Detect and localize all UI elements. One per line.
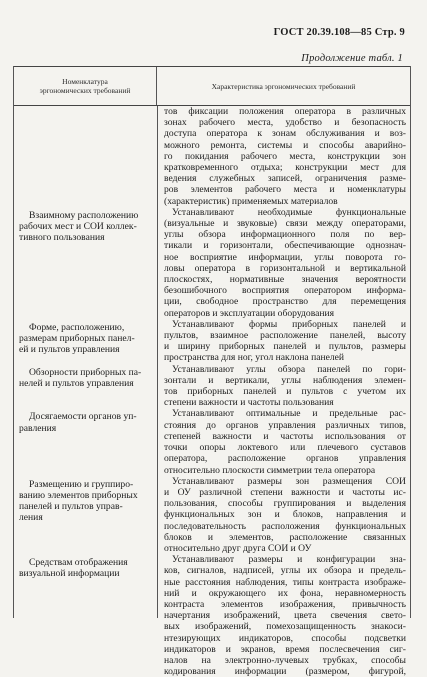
- characteristic-line: пультов, взаимное расположение панелей, высоту: [164, 330, 406, 342]
- characteristic-line: кодирования информации (размером, фигурой,: [164, 666, 406, 677]
- requirement-entry-line: панелей и пультов управ-: [19, 501, 123, 512]
- requirement-entry-line: ей и пультов управления: [19, 344, 120, 356]
- characteristic-line: можного ремонта, системы и способы аварийно-: [164, 139, 406, 151]
- column-header-nomenclature-line: Номенклатура: [62, 77, 108, 86]
- requirement-entry-line: тивного пользования: [19, 232, 105, 244]
- requirements-table: [13, 66, 411, 677]
- characteristic-line: вых изображений, помехозащищенность знакоси-: [164, 621, 406, 633]
- characteristic-line: плоскостях, нормативные значения вероятности: [164, 274, 406, 286]
- characteristics-column: [164, 106, 406, 677]
- characteristic-line: ведения служебных записей, ограничения разме-: [164, 173, 406, 185]
- characteristic-line: Устанавливают необходимые функциональные: [172, 206, 406, 218]
- requirement-entry-line: размерам приборных панел-: [19, 333, 135, 344]
- characteristic-line: пользования, способы группирования и выделения: [164, 498, 406, 510]
- characteristic-line: безошибочного восприятия оператором информа-: [164, 285, 406, 297]
- characteristic-line: нтезирующих индикаторов, способы подсветки: [164, 632, 406, 644]
- characteristic-line: блоков и элементов, расположение связанных: [164, 531, 406, 543]
- characteristic-line: относительно друг друга СОИ и ОУ: [164, 542, 312, 554]
- characteristic-line: тов приборных панелей и пультов с учетом их: [164, 386, 406, 398]
- requirement-entry-line: Средствам отображения: [29, 557, 128, 568]
- requirement-entry-line: нелей и пультов управления: [19, 377, 134, 389]
- characteristic-line: контраста элементов изображения, привычность: [164, 598, 406, 610]
- characteristic-line: зонтали и вертикали, углы наблюдения элемен-: [164, 374, 406, 386]
- characteristic-line: и ширину приборных панелей и пультов, размеры: [164, 341, 406, 353]
- characteristic-line: кратковременного отдыха; конструкции мест для: [164, 162, 406, 174]
- requirement-entry-line: Размещению и группиро-: [29, 478, 134, 490]
- requirement-entry-line: Взаимному расположению: [29, 209, 139, 221]
- characteristic-line: (характеристик) применяемых материалов: [164, 195, 338, 207]
- characteristic-line: ное восприятие информации, углы поворота го-: [164, 251, 406, 263]
- characteristic-line: точки опоры локтевого или плечевого суставов: [164, 442, 406, 454]
- characteristic-line: го покидания рабочего места, конструкции зон: [164, 150, 406, 162]
- characteristic-line: ции, свободное пространство для перемещения: [164, 296, 406, 308]
- requirement-entry: [19, 479, 151, 524]
- requirement-entry-line: Обзорности приборных па-: [29, 366, 142, 378]
- characteristic-line: Устанавливают формы приборных панелей и: [172, 318, 406, 330]
- characteristic-line: тов фиксации положения оператора в различных: [164, 106, 406, 117]
- requirement-entry-line: Досягаемости органов уп-: [29, 411, 137, 423]
- characteristic-line: и ОУ различной степени важности и частоты ис-: [164, 486, 406, 498]
- requirement-entry-line: ванию элементов приборных: [19, 489, 138, 501]
- requirement-entry-line: равления: [19, 422, 57, 434]
- requirement-entry: [19, 210, 151, 244]
- characteristic-line: относительно плоскости симметрии тела оператора: [164, 464, 376, 476]
- requirement-entry-line: ления: [19, 512, 43, 524]
- column-divider: [157, 106, 158, 618]
- characteristic-line: ров элементов рабочего места и номенклатуры: [164, 184, 406, 196]
- characteristic-line: тикали и горизонтали, обеспечивающие однознач-: [164, 240, 406, 252]
- characteristic-line: операторов и эксплуатации оборудования: [164, 307, 335, 319]
- characteristic-line: ков, сигналов, надписей, углы их обзора и предель-: [164, 565, 406, 577]
- table-continuation-label: Продолжение табл. 1: [301, 53, 403, 64]
- document-header: ГОСТ 20.39.108—85 Стр. 9: [273, 27, 405, 38]
- characteristic-line: функциональных зон и блоков, направления и: [164, 509, 406, 521]
- column-header-nomenclature: [14, 67, 157, 105]
- characteristic-line: ные расстояния наблюдения, типы контраста изображе-: [164, 576, 406, 588]
- requirement-entry: [19, 322, 151, 356]
- characteristic-line: налов на электронно-лучевых трубках, способы: [164, 654, 406, 666]
- characteristic-line: доступа оператора к зонам обслуживания и воз-: [164, 128, 406, 140]
- requirement-entry: [19, 367, 151, 389]
- characteristic-line: оператора, расположение органов управления: [164, 453, 406, 465]
- characteristic-line: начертания изображений, цвета свечения свето-: [164, 610, 406, 622]
- characteristic-line: Устанавливают оптимальные и предельные рас-: [172, 408, 406, 420]
- requirement-entry-line: визуальной информации: [19, 568, 120, 580]
- requirement-entry: [19, 557, 151, 579]
- characteristic-line: (визуальные и звуковые) связи между операторами,: [164, 218, 406, 230]
- column-header-nomenclature-line: эргономических требований: [39, 86, 131, 95]
- requirement-entry-line: рабочих мест и СОИ коллек-: [19, 221, 137, 232]
- characteristic-line: последовательность расположения функциональных: [164, 520, 406, 532]
- requirement-entry: [19, 411, 151, 433]
- characteristic-line: углы обзора информационного поля по вер-: [164, 229, 406, 241]
- requirement-entry-line: Форме, расположению,: [29, 321, 125, 333]
- characteristic-line: Устанавливают углы обзора панелей по гори-: [172, 363, 406, 375]
- characteristic-line: Устанавливают размеры зон размещения СОИ: [172, 475, 406, 487]
- characteristic-line: степеней важности и частоты использования от: [164, 430, 406, 442]
- column-header-characteristics: Характеристика эргономических требований: [211, 81, 356, 91]
- characteristic-line: зонах рабочего места, удобство и безопасность: [164, 117, 406, 129]
- characteristic-line: степени важности и частоты пользования: [164, 397, 334, 409]
- table-header: [14, 66, 410, 106]
- characteristic-line: Устанавливают размеры и конфигурации зна-: [172, 554, 406, 566]
- characteristic-line: стояния до органов управления различных типов,: [164, 419, 406, 431]
- characteristic-line: ловы оператора в горизонтальной и вертикальной: [164, 262, 406, 274]
- characteristic-line: ний и окружающего их фона, неравномерность: [164, 587, 406, 599]
- characteristic-line: индикаторов и экранов, время послесвечения сиг-: [164, 643, 406, 655]
- characteristic-line: пространства для ног, угол наклона панелей: [164, 352, 345, 364]
